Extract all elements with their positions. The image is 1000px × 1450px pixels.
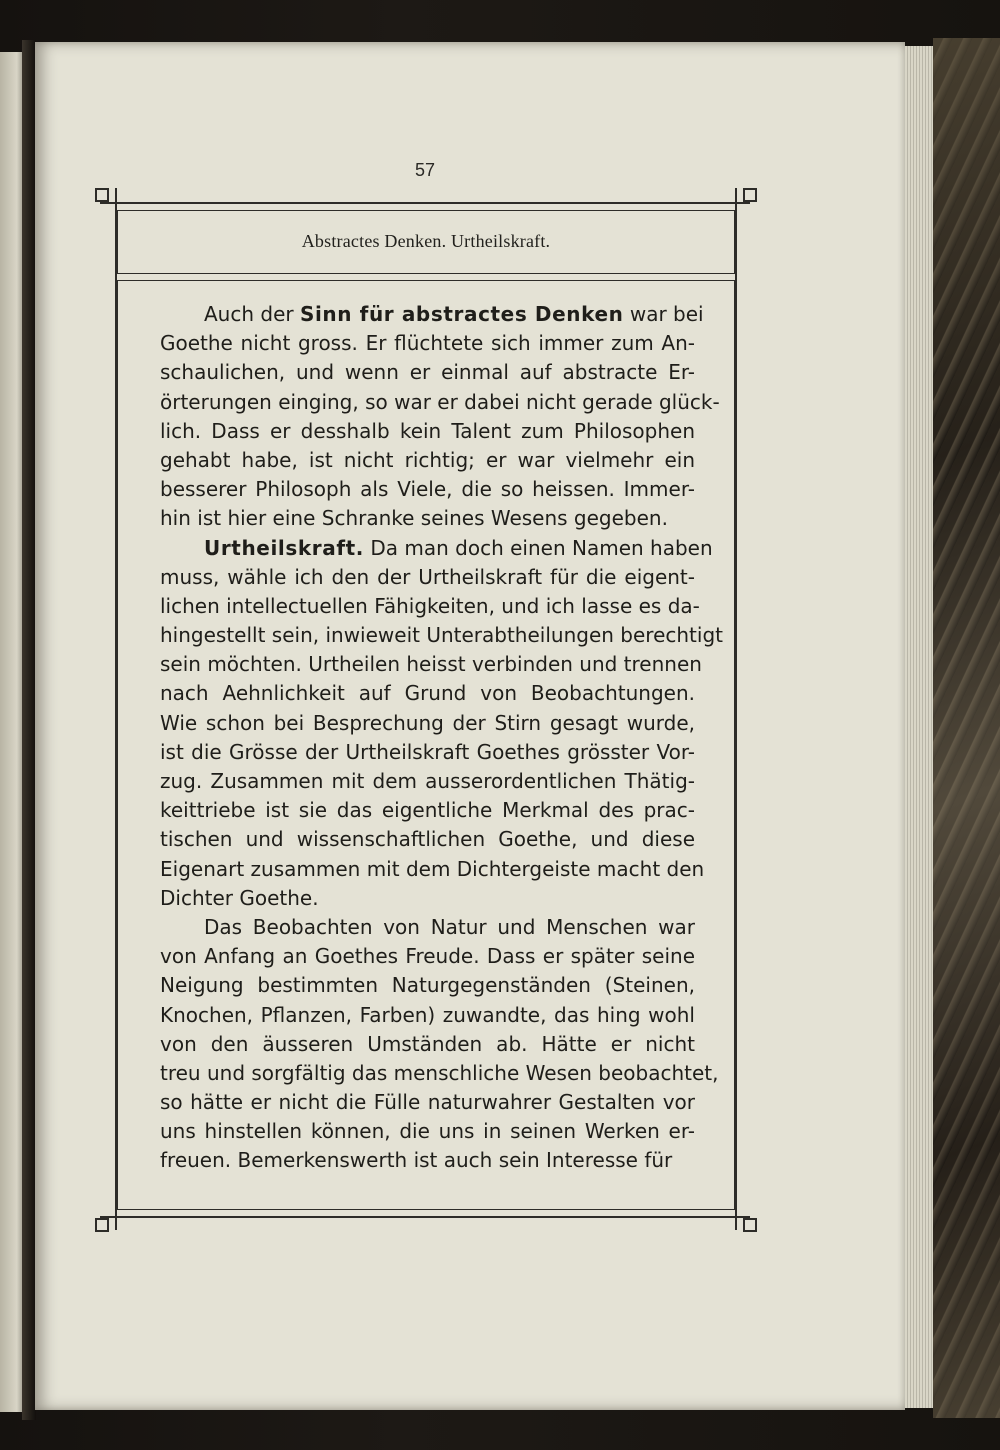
text-line: Wie schon bei Besprechung der Stirn gesagt wurde, xyxy=(160,710,695,735)
text-line: hingestellt sein, inwieweit Unterabtheilungen berechtigt xyxy=(160,623,723,648)
text-line: Neigung bestimmten Naturgegenständen (Steinen, xyxy=(160,973,695,998)
text-line: hin ist hier eine Schranke seines Wesens gegeben. xyxy=(160,506,668,531)
bold-term: Sinn für abstractes Denken xyxy=(299,302,624,326)
paragraph xyxy=(160,913,719,1176)
running-header: Abstractes Denken. Urtheilskraft. xyxy=(301,231,551,251)
frame-corner-square-top-right xyxy=(743,188,757,202)
page-number: 57 xyxy=(414,160,436,180)
text-line: gehabt habe, ist nicht richtig; er war vielmehr ein xyxy=(160,447,695,472)
text-line: Dichter Goethe. xyxy=(160,885,319,910)
text-line: lich. Dass er desshalb kein Talent zum Philosophen xyxy=(160,418,695,443)
text-line: Goethe nicht gross. Er flüchtete sich immer zum An- xyxy=(160,331,695,356)
text-line: örterungen einging, so war er dabei nicht gerade glück- xyxy=(160,389,720,414)
paragraph xyxy=(160,534,723,913)
text-line: so hätte er nicht die Fülle naturwahrer Gestalten vor xyxy=(160,1090,695,1115)
text-line: lichen intellectuellen Fähigkeiten, und ich lasse es da- xyxy=(160,593,700,618)
frame-corner-square-top-left xyxy=(95,188,109,202)
text-line: treu und sorgfältig das menschliche Wesen beobachtet, xyxy=(160,1060,719,1085)
bold-term: Urtheilskraft. xyxy=(204,535,365,560)
text-line: nach Aehnlichkeit auf Grund von Beobachtungen. xyxy=(160,681,695,706)
frame-bottom-rule xyxy=(100,1216,750,1218)
book-gutter xyxy=(22,40,36,1420)
text-line: schaulichen, und wenn er einmal auf abstracte Er- xyxy=(160,360,695,385)
frame-corner-square-bottom-left xyxy=(95,1218,109,1232)
text-line: Das Beobachten von Natur und Menschen war xyxy=(204,914,695,939)
frame-corner-square-bottom-right xyxy=(743,1218,757,1232)
text-line: von Anfang an Goethes Freude. Dass er später seine xyxy=(160,944,695,969)
text-line: Urtheilskraft. Da man doch einen Namen haben xyxy=(204,535,713,560)
text-line: zug. Zusammen mit dem ausserordentlichen Thätig- xyxy=(160,769,695,793)
text-line: besserer Philosoph als Viele, die so heissen. Immer- xyxy=(160,477,695,502)
body-text xyxy=(160,300,723,1176)
text-line: freuen. Bemerkenswerth ist auch sein Interesse für xyxy=(160,1148,673,1173)
text-line: muss, wähle ich den der Urtheilskraft für die eigent- xyxy=(160,564,695,589)
frame-right-rule xyxy=(735,188,737,1230)
page-block-edges xyxy=(905,46,933,1408)
marbled-cover xyxy=(933,38,1000,1418)
text-line: Auch der Sinn für abstractes Denken war bei xyxy=(204,302,704,326)
text-line: von den äusseren Umständen ab. Hätte er nicht xyxy=(160,1031,695,1056)
frame-top-rule xyxy=(100,202,750,204)
paragraph xyxy=(160,300,720,534)
running-header-box xyxy=(117,210,735,274)
text-line: Eigenart zusammen mit dem Dichtergeiste macht den xyxy=(160,856,705,881)
text-line: ist die Grösse der Urtheilskraft Goethes grösster Vor- xyxy=(160,739,695,764)
text-line: Knochen, Pflanzen, Farben) zuwandte, das hing wohl xyxy=(160,1002,695,1027)
text-line: sein möchten. Urtheilen heisst verbinden und trennen xyxy=(160,652,702,677)
text-line: uns hinstellen können, die uns in seinen Werken er- xyxy=(160,1119,695,1144)
facing-page-edge xyxy=(0,52,24,1412)
text-line: tischen und wissenschaftlichen Goethe, und diese xyxy=(160,827,695,852)
text-line: keittriebe ist sie das eigentliche Merkmal des prac- xyxy=(160,798,695,823)
